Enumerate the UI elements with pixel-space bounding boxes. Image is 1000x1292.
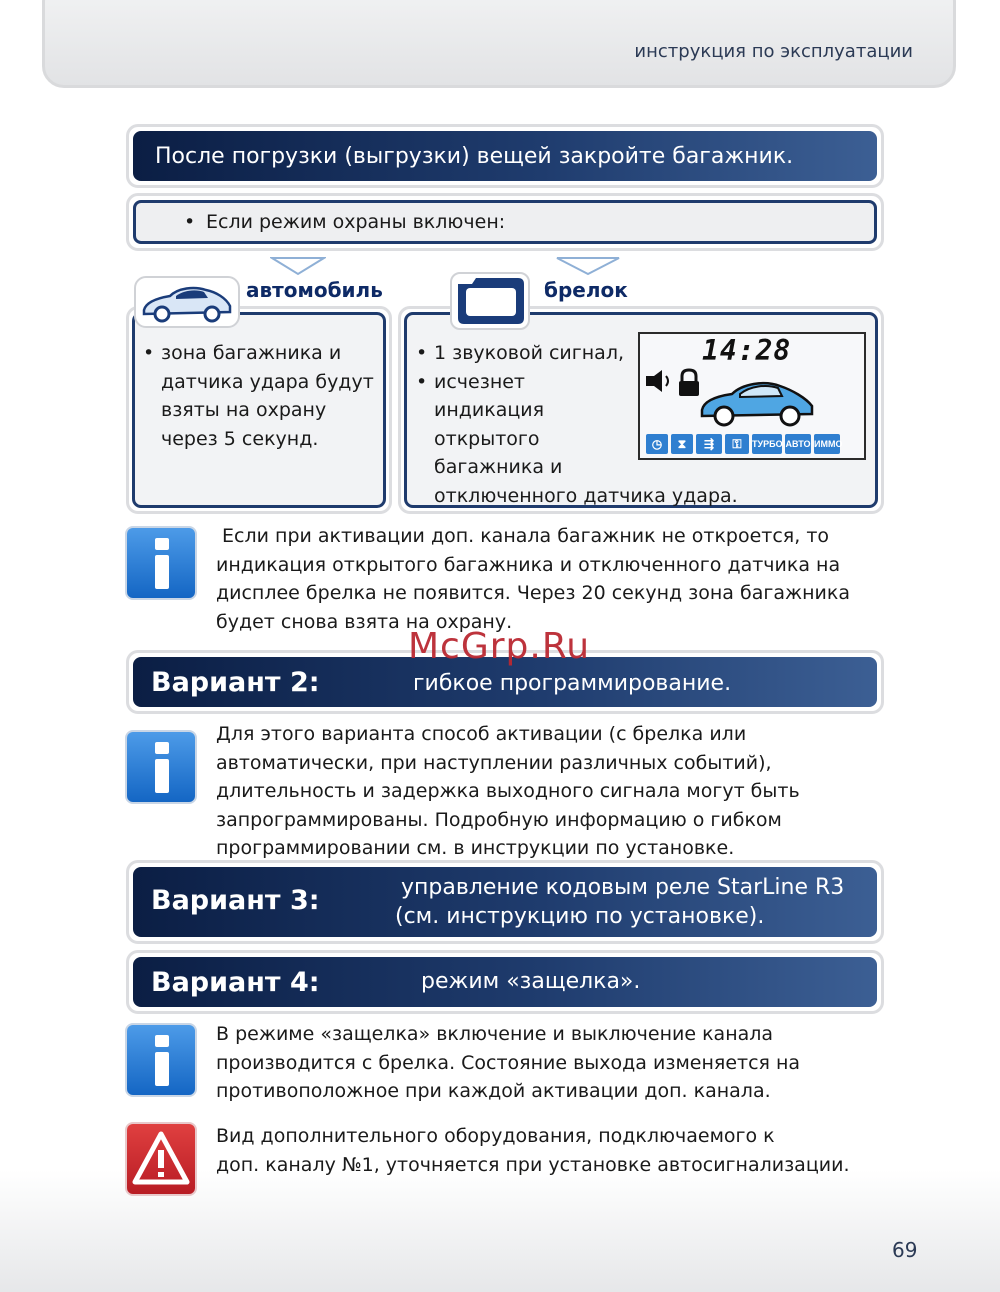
info-line: индикация открытого багажника и отключенного датчика на	[216, 553, 841, 576]
fob-line: багажника и	[434, 456, 563, 478]
fob-lcd-display	[638, 332, 866, 460]
variant-4-bar	[126, 950, 884, 1014]
car-status-icon	[698, 370, 818, 430]
wrench-icon: ⚿	[725, 434, 749, 454]
condition-bullet: •	[184, 211, 196, 233]
info-line: программировании см. в инструкции по установке.	[216, 837, 735, 859]
info-paragraph	[216, 522, 850, 636]
page-header	[42, 0, 956, 88]
info-icon	[125, 526, 197, 600]
fob-line: 1 звуковой сигнал,	[434, 342, 625, 364]
fob-line: исчезнет	[434, 370, 525, 393]
immo-badge: ИММО	[814, 434, 840, 454]
fob-label: брелок	[544, 278, 628, 302]
speaker-icon	[644, 368, 678, 394]
lcd-status-icons	[646, 434, 843, 454]
info-line: дисплее брелка не появится. Через 20 секунд зона багажника	[216, 582, 850, 604]
car-label: автомобиль	[246, 278, 383, 302]
info-line: автоматически, при наступлении различных событий),	[216, 751, 772, 774]
info-line: производится с брелка. Состояние выхода изменяется на	[216, 1051, 801, 1074]
info-line: будет снова взята на охрану.	[216, 610, 513, 633]
car-icon	[134, 276, 240, 328]
info-icon	[125, 1023, 197, 1097]
variant-4-title: Вариант 4:	[151, 967, 320, 998]
variant-2-subtitle: гибкое программирование.	[413, 671, 732, 696]
car-line: датчика удара будут	[161, 370, 374, 393]
warning-paragraph	[216, 1122, 850, 1179]
info-line: Для этого варианта способ активации (с брелка или	[216, 723, 747, 745]
variant-4-subtitle: режим «защелка».	[421, 969, 641, 994]
info-line: запрограммированы. Подробную информацию о гибком	[216, 808, 782, 831]
hourglass-icon: ⧗	[671, 434, 693, 454]
down-arrow-icon	[555, 256, 621, 276]
page-number: 69	[892, 1238, 918, 1262]
fob-line: отключенного датчика удара.	[434, 484, 738, 507]
warning-line: доп. каналу №1, уточняется при установке автосигнализации.	[216, 1153, 850, 1176]
turbo-badge: ТУРБО	[752, 434, 782, 454]
car-line: через 5 секунд.	[161, 427, 319, 450]
info-paragraph	[216, 1020, 800, 1106]
variant-3-bar	[126, 860, 884, 944]
car-line: зона багажника и	[161, 342, 342, 364]
warning-line: Вид дополнительного оборудования, подключаемого к	[216, 1125, 775, 1147]
car-panel	[126, 306, 392, 514]
car-line: взяты на охрану	[161, 399, 327, 421]
fob-line: открытого	[434, 427, 540, 450]
info-line: противоположное при каждой активации доп. канала.	[216, 1080, 771, 1102]
down-arrow-icon	[270, 256, 326, 276]
fob-line: индикация	[434, 399, 545, 421]
clock-icon: ◷	[646, 434, 668, 454]
info-line: длительность и задержка выходного сигнала могут быть	[216, 780, 800, 802]
info-line: В режиме «защелка» включение и выключение канала	[216, 1023, 774, 1045]
signal-icon: ⇶	[696, 434, 722, 454]
instruction-bar	[126, 124, 884, 188]
info-paragraph	[216, 720, 800, 863]
instruction-text: После погрузки (выгрузки) вещей закройте багажник.	[155, 144, 794, 169]
variant-3-title: Вариант 3:	[151, 885, 320, 916]
warning-icon	[125, 1122, 197, 1196]
header-title: инструкция по эксплуатации	[634, 41, 913, 62]
watermark: McGrp.Ru	[408, 626, 591, 667]
key-fob-icon	[450, 272, 530, 330]
condition-bar	[126, 193, 884, 251]
condition-text: Если режим охраны включен:	[206, 211, 506, 233]
info-line: Если при активации доп. канала багажник не откроется, то	[216, 525, 830, 547]
info-icon	[125, 730, 197, 804]
car-panel-text: • зона багажника и датчика удара будут взяты на охрану через 5 секунд.	[143, 339, 374, 453]
auto-badge: АВТО	[785, 434, 811, 454]
variant-3-subtitle-line1: управление кодовым реле StarLine R3	[401, 875, 845, 900]
fob-panel-text: • 1 звуковой сигнал, • исчезнет индикация открытого багажника и отключенного датчика удара.	[416, 339, 738, 510]
lcd-time: 14:28	[702, 334, 792, 367]
variant-3-subtitle-line2: (см. инструкцию по установке).	[395, 904, 765, 929]
variant-2-title: Вариант 2:	[151, 667, 320, 698]
